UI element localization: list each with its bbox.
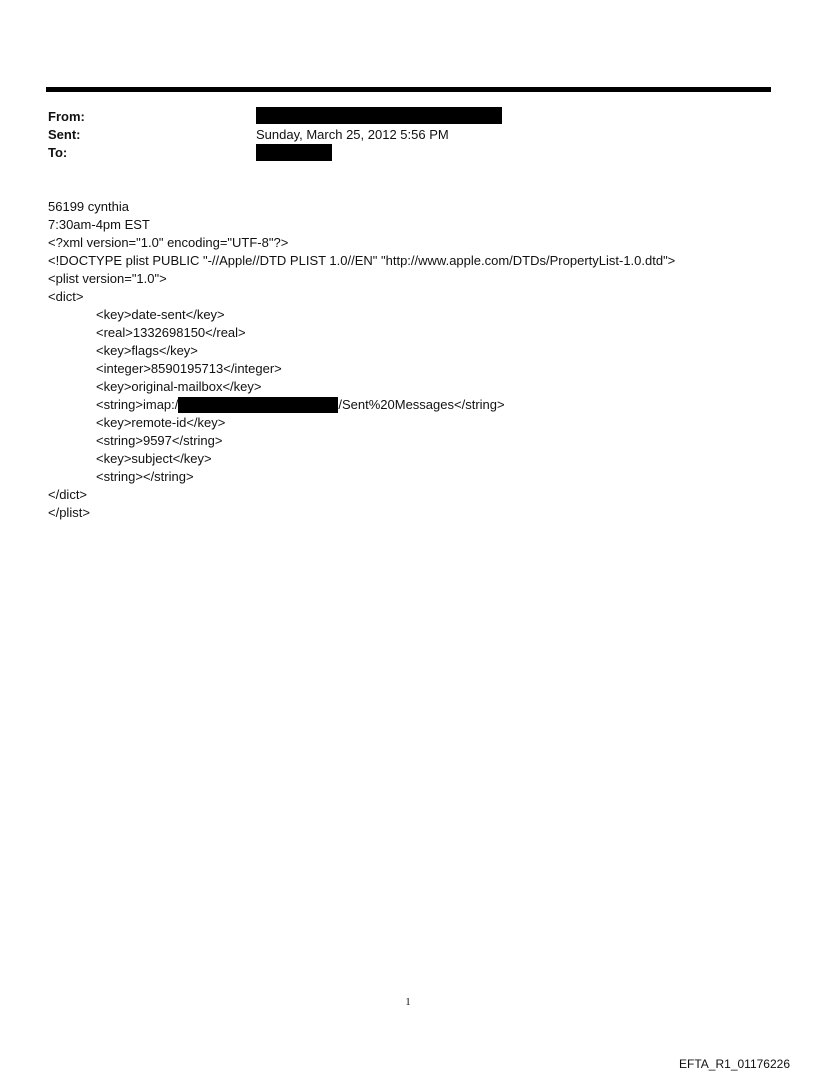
body-line-2: 7:30am-4pm EST — [48, 217, 150, 232]
body-line-3: <?xml version="1.0" encoding="UTF-8"?> — [48, 235, 289, 250]
imap-prefix: <string>imap:/ — [96, 397, 179, 412]
imap-suffix: /Sent%20Messages</string> — [338, 397, 505, 412]
body-line-12 — [96, 397, 505, 413]
bates-number: EFTA_R1_01176226 — [679, 1057, 790, 1071]
top-rule — [46, 87, 771, 92]
to-label: To: — [48, 145, 68, 160]
body-line-18: </plist> — [48, 505, 90, 520]
body-line-1: 56199 cynthia — [48, 199, 129, 214]
body-line-11: <key>original-mailbox</key> — [96, 379, 262, 394]
from-redaction — [256, 107, 502, 124]
body-line-15: <key>subject</key> — [96, 451, 212, 466]
body-line-7: <key>date-sent</key> — [96, 307, 225, 322]
from-label: From: — [48, 109, 85, 124]
body-line-5: <plist version="1.0"> — [48, 271, 167, 286]
body-line-14: <string>9597</string> — [96, 433, 223, 448]
sent-value: Sunday, March 25, 2012 5:56 PM — [256, 127, 449, 142]
sent-label: Sent: — [48, 127, 81, 142]
body-line-10: <integer>8590195713</integer> — [96, 361, 282, 376]
body-line-17: </dict> — [48, 487, 88, 502]
to-redaction — [256, 144, 332, 161]
body-line-16: <string></string> — [96, 469, 194, 484]
body-line-9: <key>flags</key> — [96, 343, 198, 358]
page-number: 1 — [405, 996, 411, 1008]
body-line-6: <dict> — [48, 289, 84, 304]
imap-redaction — [178, 397, 338, 413]
body-line-13: <key>remote-id</key> — [96, 415, 226, 430]
body-line-4: <!DOCTYPE plist PUBLIC "-//Apple//DTD PLIST 1.0//EN" "http://www.apple.com/DTDs/PropertyList-1.0.dtd"> — [48, 253, 676, 268]
body-line-8: <real>1332698150</real> — [96, 325, 246, 340]
